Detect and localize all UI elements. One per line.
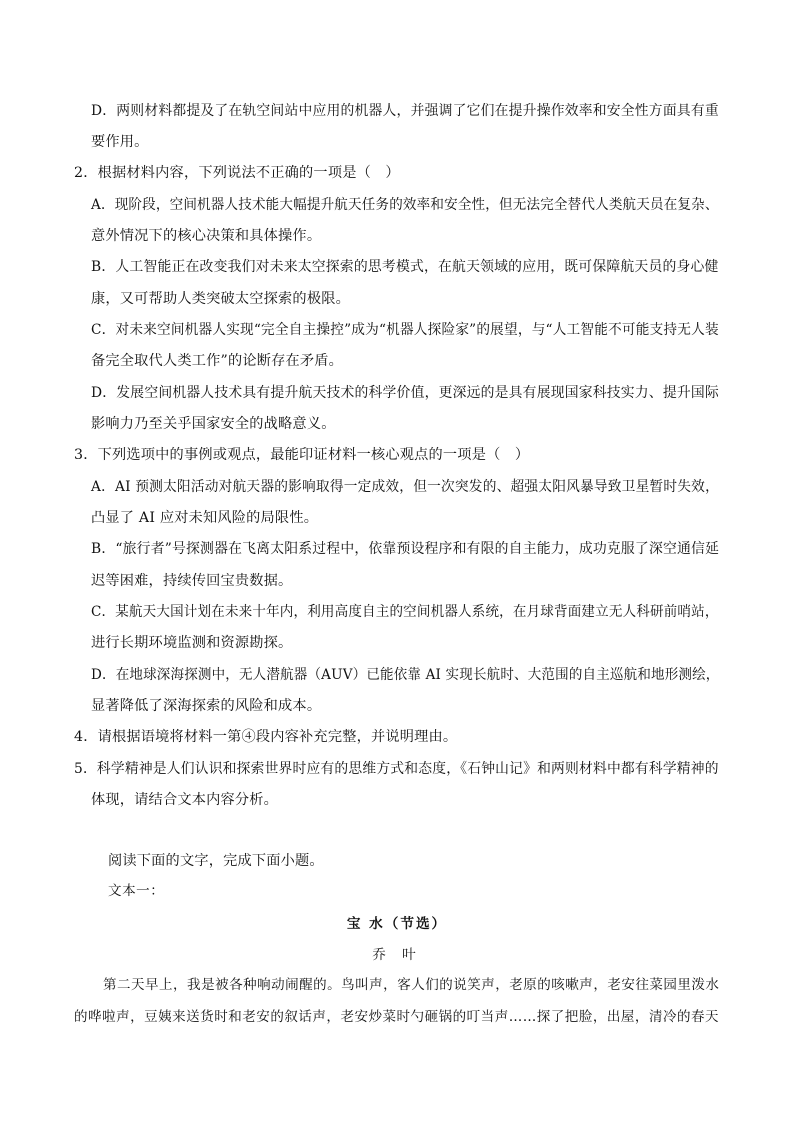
q2-option-a-line1: A．现阶段，空间机器人技术能大幅提升航天任务的效率和安全性，但无法完全替代人类航天员在复杂、 [91,197,719,213]
q2-option-c-line1: C．对未来空间机器人实现“完全自主操控”成为“机器人探险家”的展望，与“人工智能不可能支持无人装 [91,322,719,338]
q3-option-c-line2: 进行长期环境监测和资源勘探。 [91,635,293,651]
q3-option-c-line1: C．某航天大国计划在未来十年内，利用高度自主的空间机器人系统，在月球背面建立无人科研前哨站， [91,604,719,620]
q1-option-d-line1: D．两则材料都提及了在轨空间站中应用的机器人，并强调了它们在提升操作效率和安全性方面具有重 [91,103,719,119]
q2-option-d-line1: D．发展空间机器人技术具有提升航天技术的科学价值，更深远的是具有展现国家科技实力、提升国际 [91,385,719,401]
q4-stem: 4．请根据语境将材料一第④段内容补充完整，并说明理由。 [74,729,458,745]
q5-stem-line2: 体现，请结合文本内容分析。 [91,792,279,808]
q2-option-c-line2: 备完全取代人类工作”的论断存在矛盾。 [91,353,344,369]
q2-option-a-line2: 意外情况下的核心决策和具体操作。 [91,228,322,244]
q3-stem: 3．下列选项中的事例或观点，最能印证材料一核心观点的一项是（ ） [74,447,530,463]
q3-option-b-line2: 迟等困难，持续传回宝贵数据。 [91,573,293,589]
q2-option-b-line1: B．人工智能正在改变我们对未来太空探索的思考模式，在航天领域的应用，既可保障航天员的身心健 [91,259,719,275]
q3-option-a-line1: A．AI 预测太阳活动对航天器的影响取得一定成效，但一次突发的、超强太阳风暴导致卫星暂时失效， [91,479,719,495]
q3-option-d-line2: 显著降低了深海探索的风险和成本。 [91,698,322,714]
q2-option-b-line2: 康，又可帮助人类突破太空探索的极限。 [91,291,350,307]
q5-stem-line1: 5．科学精神是人们认识和探索世界时应有的思维方式和态度，《石钟山记》和两则材料中都有科学精神的 [74,761,719,777]
text-one-label: 文本一： [108,883,165,899]
passage-paragraph-line2: 的哗啦声，豆姨来送货时和老安的叙话声，老安炒菜时勺砸锅的叮当声……探了把脸，出屋，清冷的春天 [74,1009,720,1025]
q3-option-b-line1: B．“旅行者”号探测器在飞离太阳系过程中，依靠预设程序和有限的自主能力，成功克服了深空通信延 [91,541,720,557]
q1-option-d-line2: 要作用。 [91,134,149,150]
passage-paragraph-line1: 第二天早上，我是被各种响动闹醒的。鸟叫声，客人们的说笑声，老原的咳嗽声，老安往菜园里泼水 [103,977,720,993]
reading-instruction: 阅读下面的文字，完成下面小题。 [108,853,324,869]
passage-author: 乔 叶 [372,947,422,963]
q2-option-d-line2: 影响力乃至关乎国家安全的战略意义。 [91,416,336,432]
q3-option-d-line1: D．在地球深海探测中，无人潜航器（AUV）已能依靠 AI 实现长航时、大范围的自主巡航和地形测绘， [91,667,720,683]
passage-title: 宝 水（节选） [346,916,448,932]
q2-stem: 2．根据材料内容，下列说法不正确的一项是（ ） [74,165,400,181]
q3-option-a-line2: 凸显了 AI 应对未知风险的局限性。 [91,510,319,526]
